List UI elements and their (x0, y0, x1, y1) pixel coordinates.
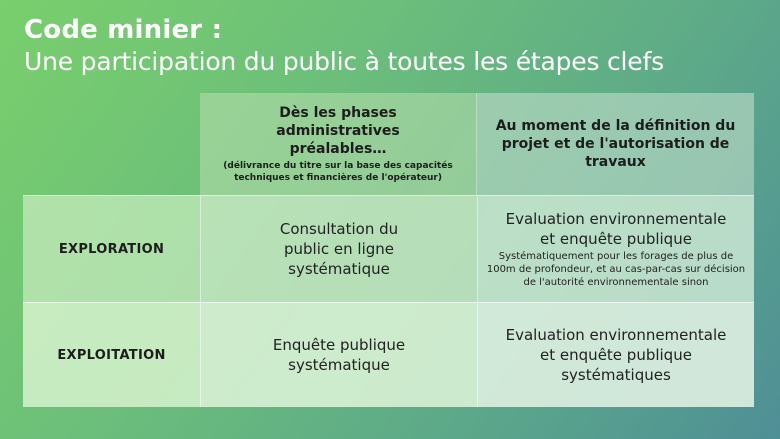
row-label-text: EXPLORATION (58, 241, 165, 257)
cell-note: Systématiquement pour les forages de plus de 100m de profondeur, et au cas-par-cas sur décision de l'autorité environnementale sinon (486, 251, 746, 288)
title-subtitle: Une participation du public à toutes les étapes clefs (24, 47, 664, 76)
column-header-project (477, 93, 754, 195)
table-cell (200, 195, 477, 302)
cell-text: Enquête publique systématique (272, 336, 406, 374)
row-label-exploitation (23, 302, 200, 407)
row-label-exploration (23, 195, 200, 302)
table-cell (477, 302, 754, 407)
title-main: Code minier : (24, 15, 223, 45)
column-header-note: (délivrance du titre sur la base des capacités techniques et financières de l'opérateur) (223, 161, 453, 183)
comparison-table (23, 93, 754, 407)
slide-title (24, 14, 664, 78)
cell-text: Evaluation environnementale et enquête publique systématiques (505, 326, 727, 384)
column-header-administrative (200, 93, 477, 195)
table-corner (23, 93, 200, 195)
column-header-title: Dès les phases administratives préalables… (276, 105, 400, 157)
table-cell (200, 302, 477, 407)
column-header-title: Au moment de la définition du projet et de l'autorisation de travaux (495, 118, 736, 170)
table-cell (477, 195, 754, 302)
cell-text: Evaluation environnementale et enquête publique (505, 210, 727, 248)
row-label-text: EXPLOITATION (57, 347, 166, 363)
cell-text: Consultation du public en ligne systématique (279, 220, 399, 278)
